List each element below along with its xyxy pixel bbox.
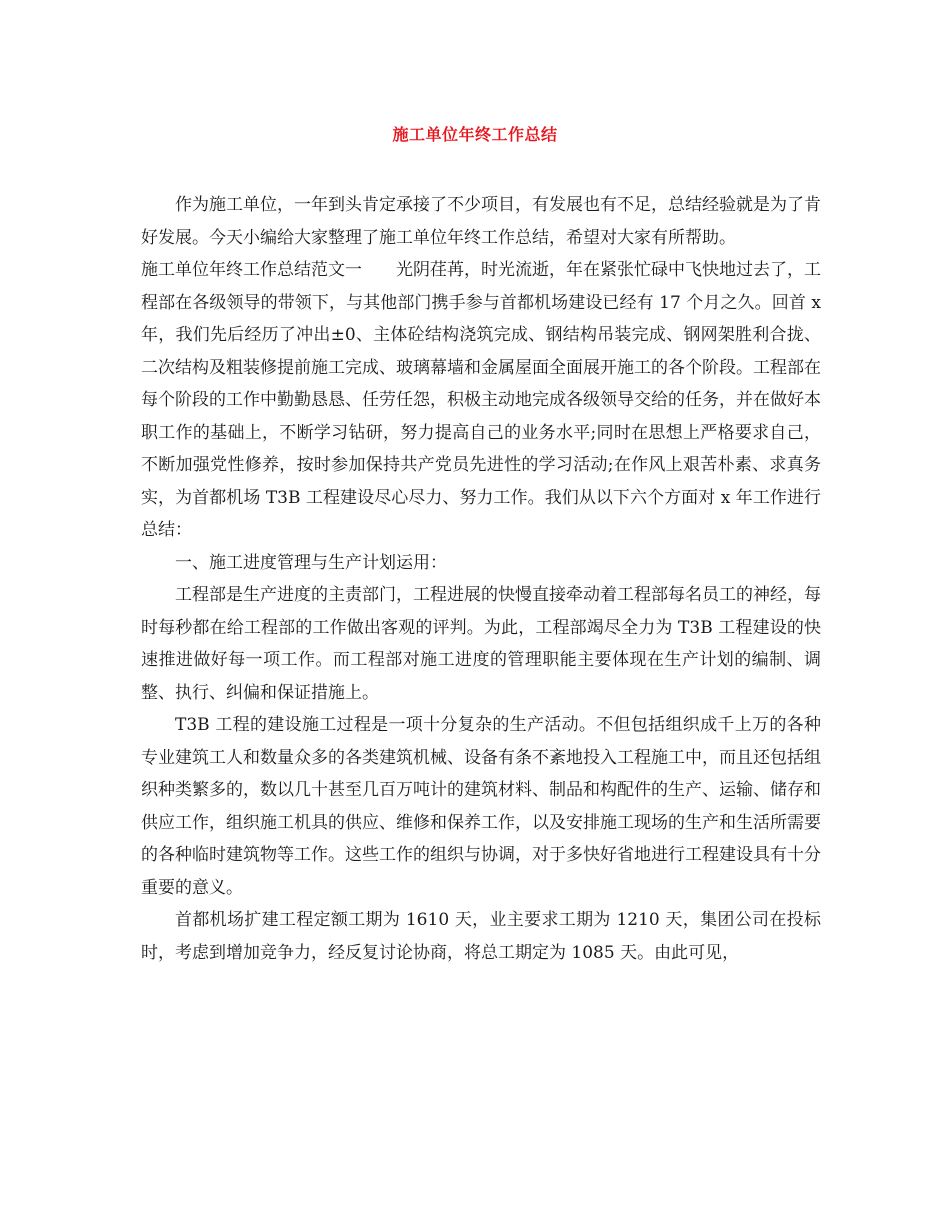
paragraph-t3b-process: T3B 工程的建设施工过程是一项十分复杂的生产活动。不但包括组织成千上万的各种专业建筑工人和数量众多的各类建筑机械、设备有条不紊地投入工程施工中，而且还包括组织种类繁多的，数以几十甚至几百万吨计的建筑材料、制品和构配件的生产、运输、储存和供应工作，组织施工机具的供应、维修和保养工作，以及安排施工现场的生产和生活所需要的各种临时建筑物等工作。这些工作的组织与协调，对于多快好省地进行工程建设具有十分重要的意义。 bbox=[141, 715, 821, 898]
section-heading-progress: 一、施工进度管理与生产计划运用： bbox=[175, 552, 447, 573]
paragraph-schedule: 首都机场扩建工程定额工期为 1610 天，业主要求工期为 1210 天，集团公司在投标时，考虑到增加竞争力，经反复讨论协商，将总工期定为 1085 天。由此可见， bbox=[141, 910, 821, 963]
document-title: 施工单位年终工作总结 bbox=[392, 125, 558, 144]
paragraph-intro: 作为施工单位，一年到头肯定承接了不少项目，有发展也有不足，总结经验就是为了肯好发展。今天小编给大家整理了施工单位年终工作总结，希望对大家有所帮助。 bbox=[141, 195, 821, 248]
paragraph-engineering-dept: 工程部是生产进度的主责部门，工程进展的快慢直接牵动着工程部每名员工的神经，每时每秒都在给工程部的工作做出客观的评判。为此，工程部竭尽全力为 T3B 工程建设的快速推进做好每一项工作。而工程部对施工进度的管理职能主要体现在生产计划的编制、调整、执行、纠偏和保证措施上。 bbox=[141, 585, 821, 703]
paragraph-sample-one: 施工单位年终工作总结范文一 光阴荏苒，时光流逝，年在紧张忙碌中飞快地过去了，工程部在各级领导的带领下，与其他部门携手参与首都机场建设已经有 17 个月之久。回首 x 年，我们先后经历了冲出±0、主体砼结构浇筑完成、钢结构吊装完成、钢网架胜利合拢、二次结构及粗装修提前施工完成、玻璃幕墙和金属屋面全面展开施工的各个阶段。工程部在每个阶段的工作中勤勤恳恳、任劳任怨，积极主动地完成各级领导交给的任务，并在做好本职工作的基础上，不断学习钻研，努力提高自己的业务水平;同时在思想上严格要求自己，不断加强党性修养，按时参加保持共产党员先进性的学习活动;在作风上艰苦朴素、求真务实，为首都机场 T3B 工程建设尽心尽力、努力工作。我们从以下六个方面对 x 年工作进行总结： bbox=[141, 260, 821, 540]
document-body bbox=[141, 189, 821, 969]
